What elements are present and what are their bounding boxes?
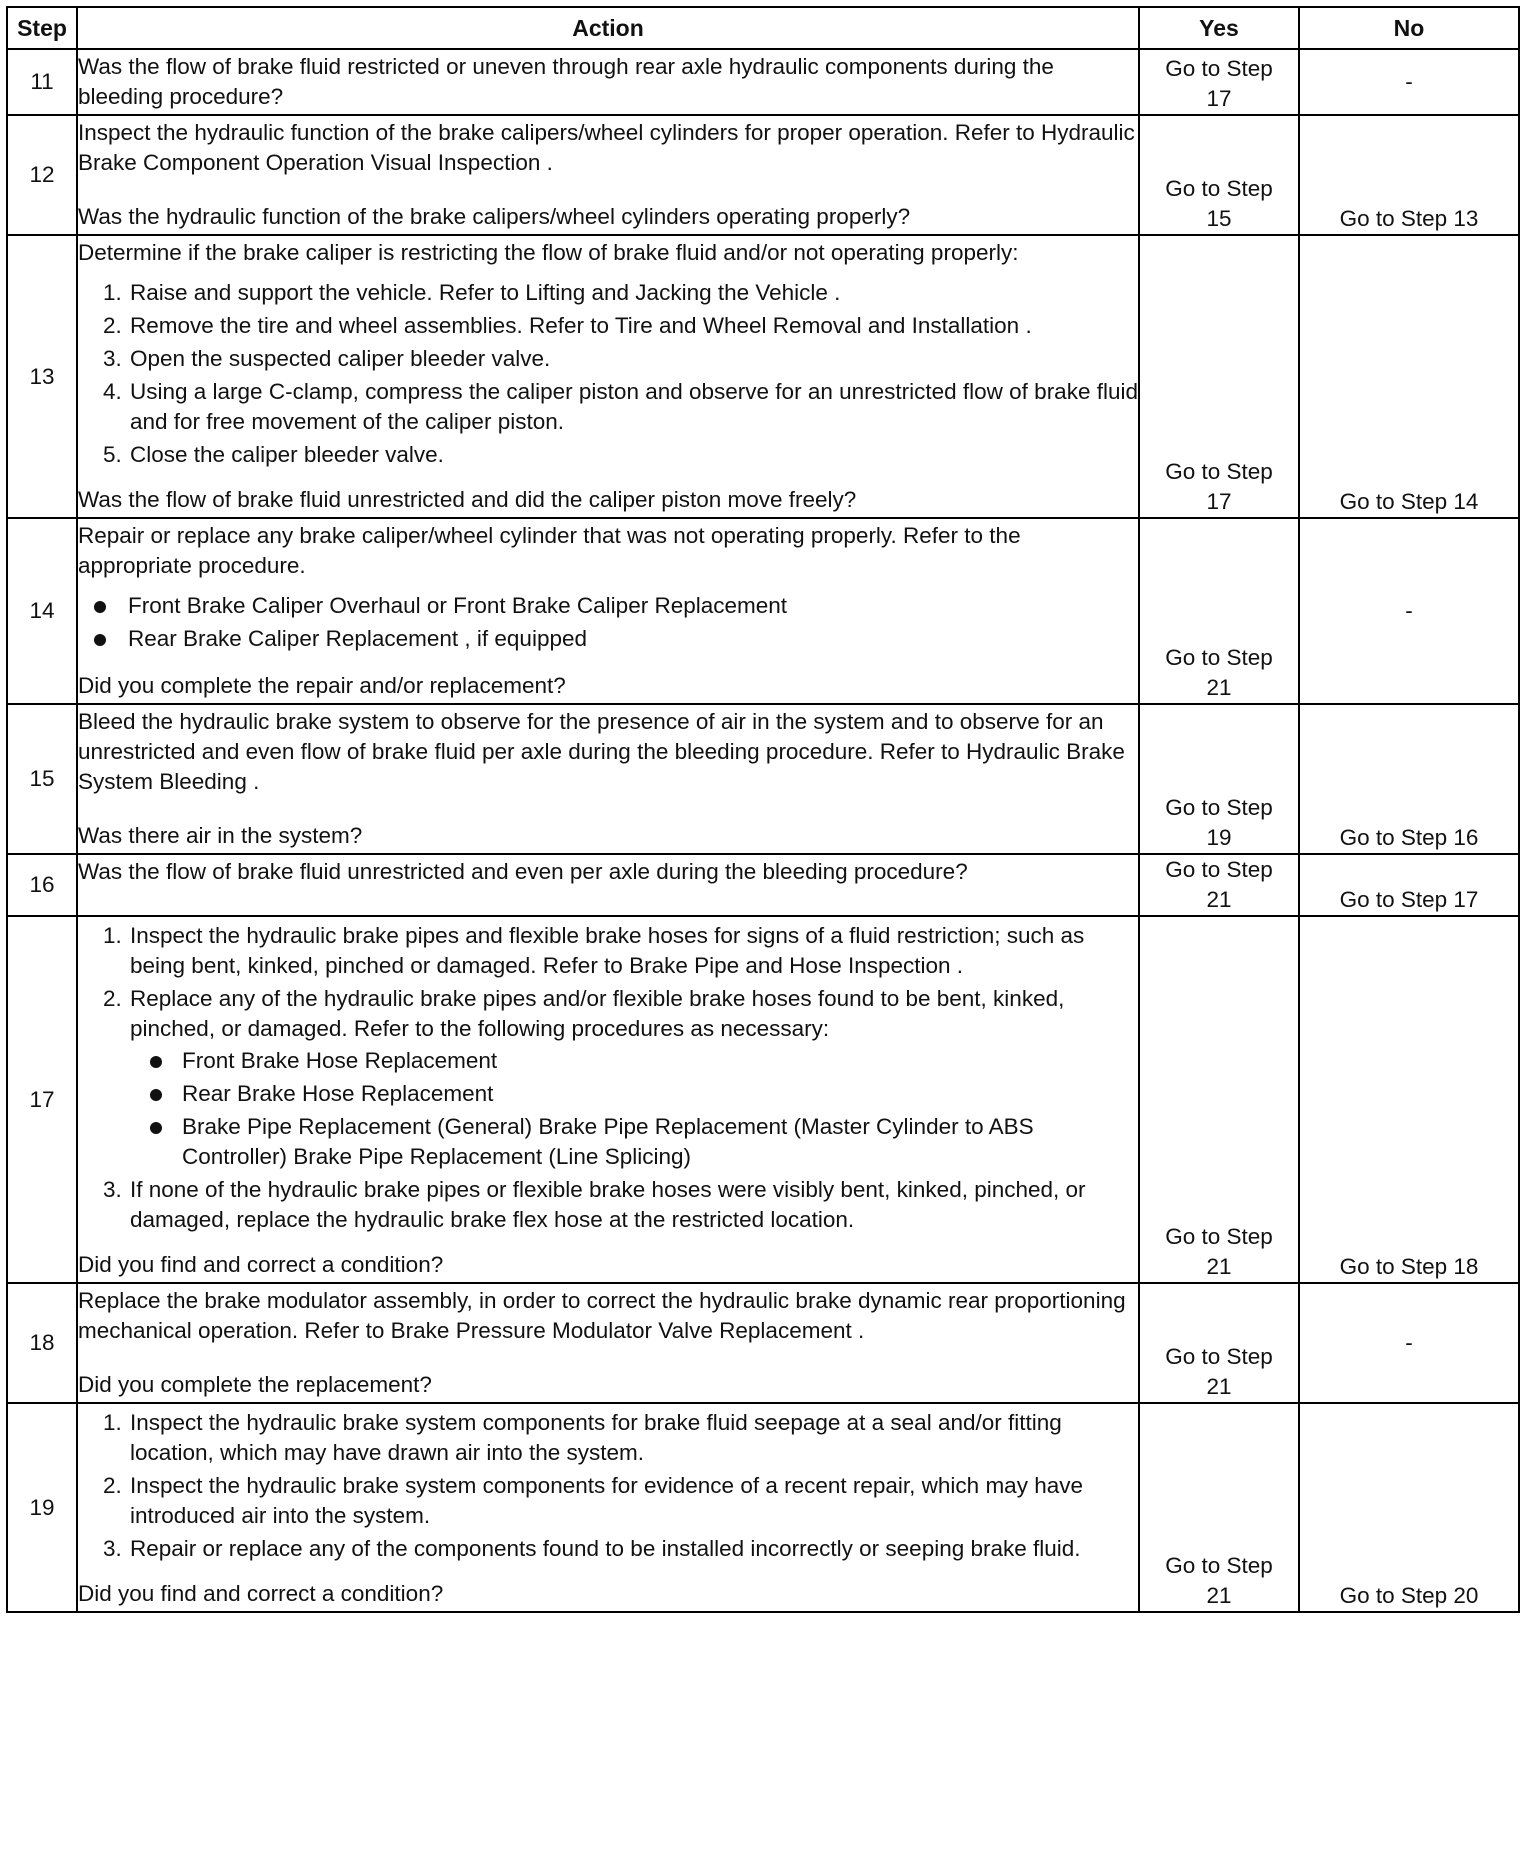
yes-label: Go to Step <box>1165 56 1273 81</box>
yes-label: Go to Step <box>1165 176 1273 201</box>
action-intro: Replace the brake modulator assembly, in order to correct the hydraulic brake dynamic rear proportioning mechanical operation. Refer to Brake Pressure Modulator Valve Replacement . <box>78 1288 1126 1343</box>
list-item <box>128 984 1138 1172</box>
step-number: 13 <box>7 235 77 518</box>
list-item: 3. If none of the hydraulic brake pipes or flexible brake hoses were visibly bent, kinked, pinched, or damaged, replace the hydraulic brake flex hose at the restricted location. <box>128 1175 1138 1235</box>
yes-step: 21 <box>1206 887 1232 912</box>
yes-cell <box>1139 235 1299 518</box>
yes-cell <box>1139 1403 1299 1612</box>
no-cell: Go to Step 16 <box>1299 704 1519 854</box>
table-row <box>7 115 1519 235</box>
list-item: 3. Repair or replace any of the components found to be installed incorrectly or seeping brake fluid. <box>128 1534 1138 1564</box>
procedure-list <box>78 1408 1138 1564</box>
action-intro: Repair or replace any brake caliper/wheel cylinder that was not operating properly. Refer to the appropriate procedure. <box>78 523 1021 578</box>
yes-label: Go to Step <box>1165 795 1273 820</box>
list-item: 1. Raise and support the vehicle. Refer to Lifting and Jacking the Vehicle . <box>128 278 1138 308</box>
yes-step: 17 <box>1206 86 1232 111</box>
diagnostic-table <box>6 6 1520 1613</box>
action-question: Did you find and correct a condition? <box>78 1252 444 1277</box>
action-cell <box>77 115 1139 235</box>
yes-cell <box>1139 916 1299 1283</box>
bullet-item: Front Brake Hose Replacement <box>180 1046 1138 1076</box>
procedure-list <box>78 921 1138 1235</box>
yes-cell <box>1139 704 1299 854</box>
action-intro: Inspect the hydraulic function of the brake calipers/wheel cylinders for proper operation. Refer to Hydraulic Brake Component Operation Visual Inspection . <box>78 120 1135 175</box>
yes-label: Go to Step <box>1165 1224 1273 1249</box>
list-item-text: Replace any of the hydraulic brake pipes and/or flexible brake hoses found to be bent, kinked, pinched, or damaged. Refer to the following procedures as necessary: <box>130 986 1065 1041</box>
procedure-bullets <box>78 591 1138 654</box>
yes-cell <box>1139 1283 1299 1403</box>
bullet-item: Front Brake Caliper Overhaul or Front Brake Caliper Replacement <box>128 591 1138 621</box>
step-number: 15 <box>7 704 77 854</box>
list-item: 3. Open the suspected caliper bleeder valve. <box>128 344 1138 374</box>
header-step: Step <box>7 7 77 49</box>
yes-step: 21 <box>1206 675 1232 700</box>
action-question: Did you complete the repair and/or replacement? <box>78 673 566 698</box>
action-question: Was there air in the system? <box>78 823 363 848</box>
yes-step: 19 <box>1206 825 1232 850</box>
bullet-item: Brake Pipe Replacement (General) Brake Pipe Replacement (Master Cylinder to ABS Controller) Brake Pipe Replacement (Line Splicing) <box>180 1112 1138 1172</box>
list-item: 2. Inspect the hydraulic brake system components for evidence of a recent repair, which may have introduced air into the system. <box>128 1471 1138 1531</box>
yes-cell <box>1139 518 1299 704</box>
diagnostic-table-container <box>6 6 1520 1613</box>
header-no: No <box>1299 7 1519 49</box>
yes-label: Go to Step <box>1165 459 1273 484</box>
yes-step: 21 <box>1206 1374 1232 1399</box>
header-yes: Yes <box>1139 7 1299 49</box>
yes-label: Go to Step <box>1165 857 1273 882</box>
list-item: 2. Remove the tire and wheel assemblies. Refer to Tire and Wheel Removal and Installation . <box>128 311 1138 341</box>
table-row <box>7 916 1519 1283</box>
table-row <box>7 49 1519 115</box>
action-cell <box>77 518 1139 704</box>
action-question: Was the flow of brake fluid unrestricted and did the caliper piston move freely? <box>78 487 857 512</box>
step-number: 11 <box>7 49 77 115</box>
yes-step: 21 <box>1206 1254 1232 1279</box>
table-row <box>7 1283 1519 1403</box>
action-question: Did you find and correct a condition? <box>78 1581 444 1606</box>
no-cell: Go to Step 17 <box>1299 854 1519 916</box>
yes-cell <box>1139 854 1299 916</box>
step-number: 17 <box>7 916 77 1283</box>
list-item: 4. Using a large C-clamp, compress the caliper piston and observe for an unrestricted flow of brake fluid and for free movement of the caliper piston. <box>128 377 1138 437</box>
list-item: 1. Inspect the hydraulic brake pipes and flexible brake hoses for signs of a fluid restriction; such as being bent, kinked, pinched or damaged. Refer to Brake Pipe and Hose Inspection . <box>128 921 1138 981</box>
list-item: 5. Close the caliper bleeder valve. <box>128 440 1138 470</box>
no-cell: - <box>1299 1283 1519 1403</box>
no-cell: - <box>1299 49 1519 115</box>
action-intro: Bleed the hydraulic brake system to observe for the presence of air in the system and to observe for an unrestricted and even flow of brake fluid per axle during the bleeding procedure. Refer to Hydraulic Brake System Bleeding . <box>78 709 1125 794</box>
action-cell <box>77 1403 1139 1612</box>
list-item: 1. Inspect the hydraulic brake system components for brake fluid seepage at a seal and/or fitting location, which may have drawn air into the system. <box>128 1408 1138 1468</box>
table-row <box>7 854 1519 916</box>
yes-label: Go to Step <box>1165 1553 1273 1578</box>
action-cell <box>77 916 1139 1283</box>
no-cell: Go to Step 13 <box>1299 115 1519 235</box>
header-action: Action <box>77 7 1139 49</box>
step-number: 14 <box>7 518 77 704</box>
header-row <box>7 7 1519 49</box>
action-cell <box>77 704 1139 854</box>
action-question: Was the flow of brake fluid restricted or uneven through rear axle hydraulic components during the bleeding procedure? <box>78 54 1054 109</box>
action-question: Was the flow of brake fluid unrestricted and even per axle during the bleeding procedure? <box>78 859 968 884</box>
yes-cell <box>1139 115 1299 235</box>
step-number: 19 <box>7 1403 77 1612</box>
yes-step: 21 <box>1206 1583 1232 1608</box>
procedure-sublist <box>130 1046 1138 1172</box>
procedure-list <box>78 278 1138 470</box>
yes-step: 17 <box>1206 489 1232 514</box>
step-number: 18 <box>7 1283 77 1403</box>
bullet-item: Rear Brake Hose Replacement <box>180 1079 1138 1109</box>
action-question: Was the hydraulic function of the brake calipers/wheel cylinders operating properly? <box>78 204 911 229</box>
table-row <box>7 518 1519 704</box>
yes-label: Go to Step <box>1165 645 1273 670</box>
table-row <box>7 704 1519 854</box>
action-intro: Determine if the brake caliper is restricting the flow of brake fluid and/or not operating properly: <box>78 240 1019 265</box>
action-cell <box>77 49 1139 115</box>
no-cell: Go to Step 18 <box>1299 916 1519 1283</box>
action-cell <box>77 854 1139 916</box>
no-cell: Go to Step 20 <box>1299 1403 1519 1612</box>
yes-cell <box>1139 49 1299 115</box>
no-cell: Go to Step 14 <box>1299 235 1519 518</box>
yes-label: Go to Step <box>1165 1344 1273 1369</box>
action-question: Did you complete the replacement? <box>78 1372 432 1397</box>
action-cell <box>77 235 1139 518</box>
bullet-item: Rear Brake Caliper Replacement , if equipped <box>128 624 1138 654</box>
step-number: 16 <box>7 854 77 916</box>
no-cell: - <box>1299 518 1519 704</box>
yes-step: 15 <box>1206 206 1232 231</box>
step-number: 12 <box>7 115 77 235</box>
table-row <box>7 235 1519 518</box>
action-cell <box>77 1283 1139 1403</box>
table-row <box>7 1403 1519 1612</box>
